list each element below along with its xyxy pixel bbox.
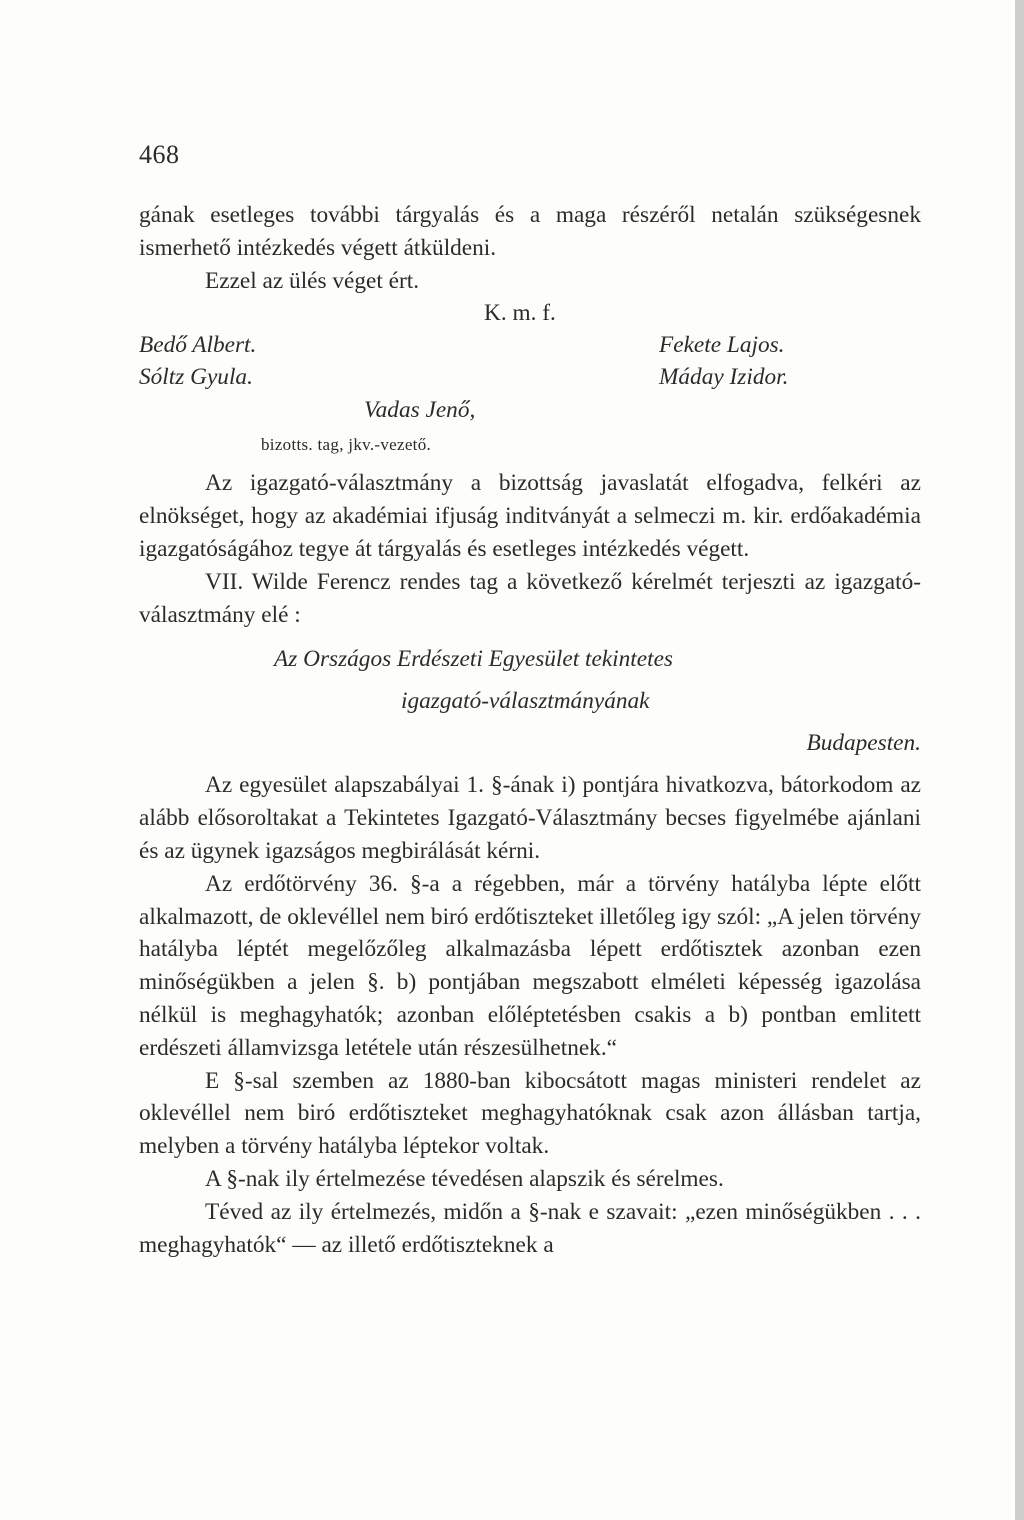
page-number: 468 (139, 140, 180, 169)
page-edge-shadow (1015, 0, 1024, 1520)
closing-sentence: Ezzel az ülés véget ért. (205, 267, 420, 294)
spacer (139, 455, 921, 467)
signature-bedo: Bedő Albert. (139, 332, 257, 359)
body-paragraph: Az egyesület alapszabályai 1. §-ának i) pontjára hivatkozva, bátorkodom az alább elősoroltakat a Tekintetes Igazgató-Választmány becses figyelmébe ajánlani és az ügynek igazságos megbirálását kérni. (139, 772, 921, 864)
text-block (139, 199, 921, 1261)
address-line-3: Budapesten. (806, 730, 921, 757)
signature-block (139, 297, 921, 455)
signature-soltz: Sóltz Gyula. (139, 364, 253, 391)
address-block (139, 643, 921, 769)
address-line-1: Az Országos Erdészeti Egyesület tekintetes (274, 646, 673, 673)
spacer (139, 631, 921, 643)
address-line-2: igazgató-választmányának (401, 688, 650, 715)
decision-paragraph: Az igazgató-választmány a bizottság javaslatát elfogadva, felkéri az elnökséget, hogy az akadémiai ifjuság inditványát a selmeczi m. kir. erdőakadémia igazgatóságához tegye át tárgyalás és esetleges intézkedés végett. (139, 470, 921, 562)
signature-role: bizotts. tag, jkv.-vezető. (261, 435, 432, 455)
body-paragraph: E §-sal szemben az 1880-ban kibocsátott magas ministeri rendelet az oklevéllel nem biró erdőtiszteket meghagyhatóknak csak azon állásban tartja, melyben a törvény hatályba léptekor voltak. (139, 1067, 921, 1160)
intro-paragraph: gának esetleges további tárgyalás és a maga részéről netalán szükségesnek ismerhető intézkedés végett átküldeni. (139, 202, 921, 261)
body-paragraph: Az erdőtörvény 36. §-a a régebben, már a törvény hatályba lépte előtt alkalmazott, de oklevéllel nem biró erdőtiszteket illetőleg igy szól: „A jelen törvény hatályba léptét megelőzőleg alkalmazásba lépett erdőtisztek azonban ezen minőségükben a jelen §. b) pontjában megszabott elméleti képesség igazolása nélkül is meghagyhatók; azonban előléptetésben csakis a b) pontban emlitett erdészeti államvizsga letétele után részesülhetnek.“ (139, 870, 921, 1061)
body-paragraph: A §-nak ily értelmezése tévedésen alapszik és sérelmes. (205, 1165, 724, 1192)
signature-maday: Máday Izidor. (659, 364, 789, 391)
signature-vadas: Vadas Jenő, (364, 397, 476, 424)
signature-fekete: Fekete Lajos. (659, 332, 785, 359)
item-vii-paragraph: VII. Wilde Ferencz rendes tag a következő kérelmét terjeszti az igazgató-választmány elé : (139, 568, 921, 628)
signature-kmf: K. m. f. (484, 300, 556, 327)
body-paragraph: Téved az ily értelmezés, midőn a §-nak e szavait: „ezen minőségükben . . . meghagyhatók“ — az illető erdőtiszteknek a (139, 1198, 921, 1258)
